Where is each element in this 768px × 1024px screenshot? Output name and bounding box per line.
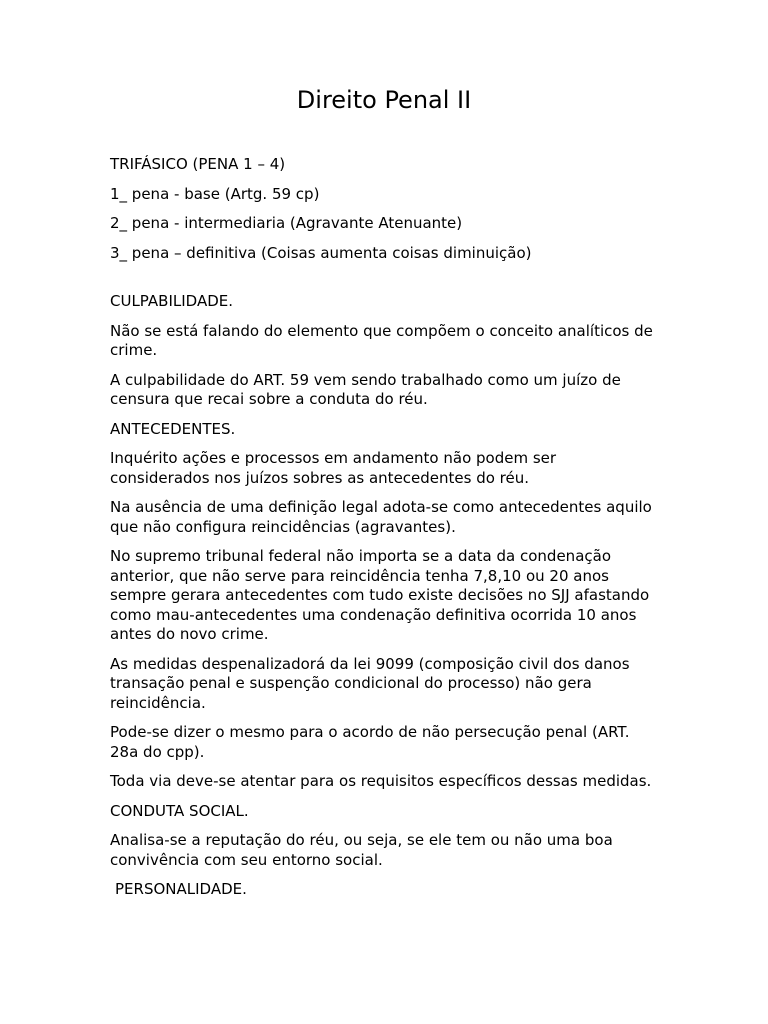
heading-antecedentes: ANTECEDENTES. — [110, 419, 236, 438]
paragraph-antecedentes-6: Toda via deve-se atentar para os requisitos específicos dessas medidas. — [110, 772, 652, 790]
heading-conduta-social: CONDUTA SOCIAL. — [110, 801, 249, 820]
paragraph-antecedentes-5: Pode-se dizer o mesmo para o acordo de não persecução penal (ART. 28a do cpp). — [110, 723, 630, 761]
paragraph-pena-intermediaria: 2_ pena - intermediaria (Agravante Atenuante) — [110, 214, 463, 232]
paragraph-antecedentes-4: As medidas despenalizadorá da lei 9099 (composição civil dos danos transação penal e suspenção condicional do processo) não gera reincidência. — [110, 654, 630, 712]
heading-personalidade: PERSONALIDADE. — [115, 880, 247, 898]
paragraph-trifasico: TRIFÁSICO (PENA 1 – 4) — [110, 155, 286, 173]
document-body — [110, 155, 658, 910]
document-title: Direito Penal II — [296, 86, 472, 114]
paragraph-pena-definitiva: 3_ pena – definitiva (Coisas aumenta coisas diminuição) — [110, 243, 532, 262]
paragraph-conduta-social: Analisa-se a reputação do réu, ou seja, se ele tem ou não uma boa convivência com seu entorno social. — [110, 831, 613, 869]
paragraph-antecedentes-2: Na ausência de uma definição legal adota-se como antecedentes aquilo que não configura reincidências (agravantes). — [110, 498, 652, 536]
paragraph-pena-base: 1_ pena - base (Artg. 59 cp) — [110, 184, 320, 203]
paragraph-antecedentes-3: No supremo tribunal federal não importa se a data da condenação anterior, que não serve para reincidência tenha 7,8,10 ou 20 anos sempre gerara antecedentes com tudo existe decisões no SJJ afastando como mau-antecedentes uma condenação definitiva ocorrida 10 anos antes do novo crime. — [110, 547, 650, 643]
heading-culpabilidade: CULPABILIDADE. — [110, 292, 233, 310]
paragraph-culpabilidade-1: Não se está falando do elemento que compõem o conceito analíticos de crime. — [110, 321, 653, 359]
paragraph-antecedentes-1: Inquérito ações e processos em andamento não podem ser considerados nos juízos sobres as antecedentes do réu. — [110, 449, 557, 487]
paragraph-culpabilidade-2: A culpabilidade do ART. 59 vem sendo trabalhado como um juízo de censura que recai sobre a conduta do réu. — [110, 370, 621, 408]
